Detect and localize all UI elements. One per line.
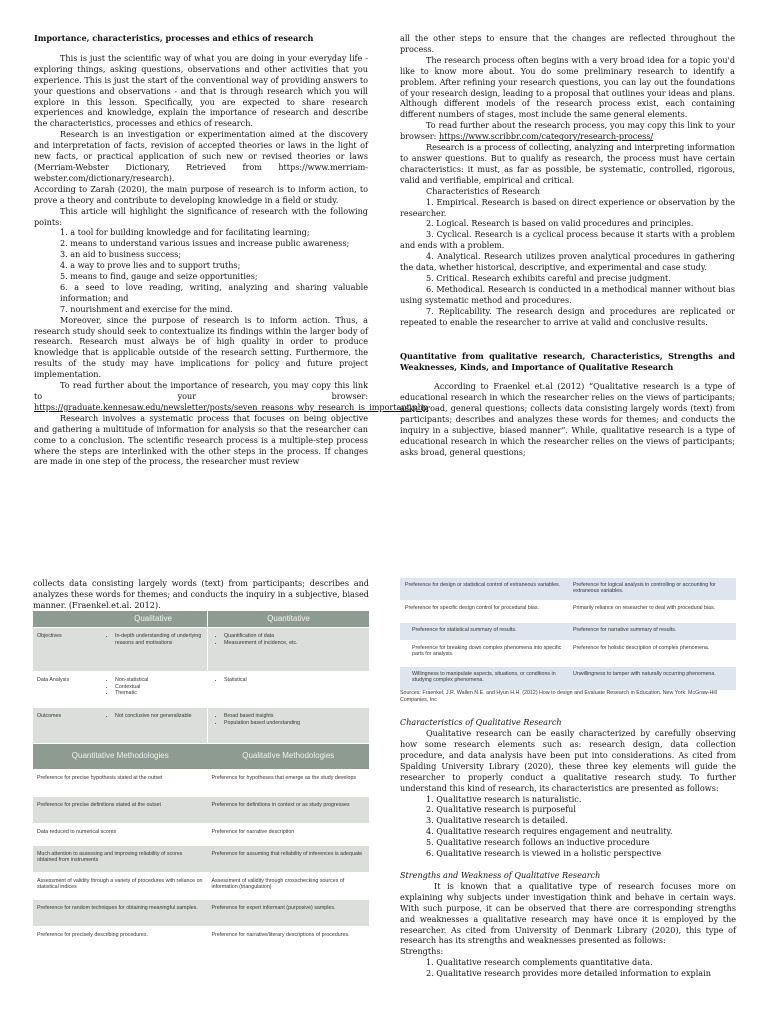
table-row <box>400 622 736 640</box>
paragraph: Research involves a systematic process that focuses on being objective and gathering a multitude of information for analysis so that the researcher can come to a conclusion. The scientific research process is a multiple-step process where the steps are interlinked with the other steps in the process. If changes are made in one step of the process, the researcher must review <box>34 412 368 467</box>
table-row <box>33 926 369 951</box>
paragraph: According to Zarah (2020), the main purpose of research is to inform action, to prove a theory and contribute to developing knowledge in a field or study. <box>34 183 368 205</box>
methodology-table-continued <box>400 578 736 691</box>
list-item: 6. a seed to love reading, writing, analyzing and sharing valuable information; and <box>60 281 368 303</box>
list-item: 7. nourishment and exercise for the mind. <box>60 303 233 314</box>
bullet-item: • Contextual <box>115 684 203 690</box>
page-4-text <box>400 690 736 979</box>
section-heading: Importance, characteristics, processes and ethics of research <box>34 33 314 43</box>
table-cell: Data reduced to numerical scores <box>33 823 208 845</box>
subheading: Strengths and Weakness of Qualitative Research <box>400 869 601 880</box>
list-item: 1. Qualitative research complements quantitative data. <box>426 957 653 968</box>
table-cell: Preference for specific design control for procedural bias. <box>400 600 568 622</box>
bullet-item: • Non-statistical <box>115 677 203 683</box>
importance-list <box>34 227 368 314</box>
list-item: 2. means to understand various issues and increase public awareness; <box>60 238 350 249</box>
table-cell: Much attention to assessing and improving reliability of scores obtained from instruments <box>33 845 208 872</box>
table-row <box>400 666 736 690</box>
table-row <box>33 796 369 823</box>
row-label: Data Analysis <box>33 672 99 708</box>
paragraph <box>400 120 735 142</box>
paragraph-text: To read further about the research process, you may copy this link to your browser: <box>400 120 735 142</box>
paragraph: Research is an investigation or experimentation aimed at the discovery and interpretation of facts, revision of accepted theories or laws in the light of new facts, or practical application of such new or revised theories or laws (Merriam-Webster Dictionary, Retrieved from https://www.merriam-webster.com/dictionary/research). <box>34 129 368 183</box>
table-row <box>33 845 369 872</box>
table-cell: Preference for statistical summary of results. <box>400 622 568 640</box>
table-cell: Preference for narrative description <box>208 823 370 845</box>
table-row <box>33 769 369 796</box>
table-cell <box>208 708 370 744</box>
bullet-item: • In-depth understanding of underlying reasons and motivations <box>115 633 203 646</box>
strengths-list <box>400 957 736 979</box>
table-cell: Preference for narrative summary of results. <box>568 622 736 640</box>
list-item: 6. Qualitative research is viewed in a holistic perspective <box>426 848 662 859</box>
table-cell: Preference for precise definitions stated at the outset <box>33 796 208 823</box>
list-item: 2. Qualitative research is purposeful <box>426 804 576 815</box>
header-cell: Quantitative <box>208 611 370 628</box>
table-cell: Preference for design or statistical control of extraneous variables. <box>400 578 568 600</box>
table-cell: Preference for narrative/literary descriptions of procedures. <box>208 926 370 951</box>
qualitative-characteristics-list <box>400 794 736 859</box>
header-cell: Quantitative Methodologies <box>33 744 208 769</box>
bullet-item: • Population based understanding <box>224 720 365 726</box>
paragraph: It is known that a qualitative type of research focuses more on explaining why subjects under investigation think and behave in certain ways. With such purpose, it can be observed that there are corresponding strengths and weaknesses a qualitative research may have once it is employed by the researcher. As cited from University of Denmark Library (2020), this type of research has its strengths and weaknesses presented as follows: <box>400 880 736 946</box>
list-item: 5. means to find, gauge and seize opportunities; <box>60 271 258 282</box>
paragraph: According to Fraenkel et.al (2012) “Qualitative research is a type of educational research in which the researcher relies on the views of participants; asks broad, general questions; collects data consisting largely words (text) from participants; describes and analyzes these words for themes; and conducts the inquiry in a subjective, biased manner”. While, qualitative research is a type of educational research in which the researcher relies on the views of participants; asks broad, general questions; <box>400 381 735 457</box>
bullet-item: • Not conclusive nor generalizable <box>115 713 203 719</box>
table-cell <box>99 628 208 672</box>
list-item: 4. Qualitative research requires engagement and neutrality. <box>426 826 673 837</box>
table-cell: Preference for hypotheses that emerge as the study develops <box>208 769 370 796</box>
list-item: 5. Critical. Research exhibits careful and precise judgment. <box>426 272 671 283</box>
table-cell: Preference for definitions in context or as study progresses <box>208 796 370 823</box>
subheading: Characteristics of Qualitative Research <box>400 717 562 728</box>
table-row <box>400 578 736 600</box>
bullet-item: • Broad based insights <box>224 713 365 719</box>
list-item: 2. Qualitative research provides more detailed information to explain <box>426 968 711 979</box>
paragraph: collects data consisting largely words (text) from participants; describes and analyzes these words for themes; and conducts the inquiry in a subjective, biased manner. (Fraenkel.et.al. 2012). <box>33 578 369 610</box>
characteristics-heading: Characteristics of Research <box>426 185 540 196</box>
list-item: 1. Empirical. Research is based on direct experience or observation by the researcher. <box>400 196 735 218</box>
header-cell: Qualitative Methodologies <box>208 744 370 769</box>
table-row <box>33 823 369 845</box>
table-source: Sources: Fraenkel, J.R. Wallen N.E. and Hyun H.H. (2012) How to design and Evaluate Research in Education. New York: McGraw-Hill Companies, Inc <box>400 690 717 703</box>
page-1-text <box>34 33 428 467</box>
table-cell: Primarily reliance on researcher to deal with procedural bias. <box>568 600 736 622</box>
table-row <box>33 899 369 926</box>
header-cell <box>33 611 99 628</box>
table-cell: Assessment of validity through crosschecking sources of information (triangulation) <box>208 872 370 899</box>
list-item: 4. a way to prove lies and to support truths; <box>60 260 241 271</box>
bullet-item: • Quantification of data <box>224 633 365 639</box>
page-3-text <box>33 578 369 611</box>
bullet-item: • Measurement of incidence, etc. <box>224 640 365 646</box>
table-row <box>33 628 369 672</box>
strengths-label: Strengths: <box>400 946 444 957</box>
list-item: 4. Analytical. Research utilizes proven analytical procedures in gathering the data, whether historical, descriptive, and experimental and case study. <box>400 251 735 273</box>
list-item: 7. Replicability. The research design and procedures are replicated or repeated to enable the researcher to arrive at valid and conclusive results. <box>400 305 735 327</box>
paragraph: Qualitative research can be easily characterized by carefully observing how some research elements such as: research design, data collection procedure, and data analysis have been put into considerations. As cited from Spalding University Library (2020), these three key elements will guide the researcher to properly conduct a qualitative research study. To further understand this kind of research, its characteristics are presented as follows: <box>400 728 736 793</box>
bullet-item: • Thematic <box>115 690 203 696</box>
paragraph <box>34 380 428 413</box>
list-item: 5. Qualitative research follows an inductive procedure <box>426 837 650 848</box>
table-cell: Preference for holistic description of complex phenomena. <box>568 640 736 666</box>
list-item: 3. Cyclical. Research is a cyclical process because it starts with a problem and ends with a problem. <box>400 229 735 251</box>
section-heading: Quantitative from qualitative research, Characteristics, Strengths and Weaknesses, Kinds, and Importance of Qualitative Research <box>400 351 735 373</box>
paragraph: Moreover, since the purpose of research is to inform action. Thus, a research study should seek to contextualize its findings within the larger body of research. Research must always be of high quality in order to produce knowledge that is applicable outside of the research setting. Furthermore, the results of the study may have implications for policy and future project implementation. <box>34 314 368 380</box>
table-cell: Preference for assuming that reliability of inferences is adequate <box>208 845 370 872</box>
importance-link[interactable]: https://graduate.kennesaw.edu/newsletter/posts/seven_reasons_why_research_is_important.php <box>34 401 428 412</box>
table-cell: Preference for precisely describing procedures. <box>33 926 208 951</box>
table-row <box>400 640 736 666</box>
paragraph: This article will highlight the significance of research with the following points: <box>34 205 368 227</box>
table-cell: Assessment of validity through a variety of procedures with reliance on statistical indices <box>33 872 208 899</box>
bullet-item: • Statistical <box>224 677 365 683</box>
comparison-table <box>33 611 369 952</box>
paragraph: all the other steps to ensure that the changes are reflected throughout the process. <box>400 33 735 54</box>
table-cell: Unwillingness to tamper with naturally occurring phenomena. <box>568 666 736 690</box>
paragraph: This is just the scientific way of what you are doing in your everyday life - exploring things, asking questions, observations and other activities that you experience. This is just the start of the conventional way of providing answers to your questions and observations - and that is through research which you will explore in this lesson. Specifically, you are expected to share research experiences and knowledge, explain the importance of research and describe the characteristics, processes and ethics of research. <box>34 52 368 129</box>
paragraph-text: To read further about the importance of research, you may copy this link to your browser: <box>34 380 368 401</box>
table-cell: Preference for random techniques for obtaining meaningful samples. <box>33 899 208 926</box>
table-cell: Willingness to manipulate aspects, situations, or conditions in studying complex phenomena. <box>400 666 568 690</box>
research-process-link[interactable]: https://www.scribbr.com/category/research-process/ <box>438 131 654 142</box>
list-item: 6. Methodical. Research is conducted in a methodical manner without bias using systematic method and procedures. <box>400 283 735 305</box>
table-cell: Preference for logical analysis in controlling or accounting for extraneous variables. <box>568 578 736 600</box>
page-2-text <box>400 33 735 458</box>
paragraph: The research process often begins with a very broad idea for a topic you'd like to know more about. You do some preliminary research to identify a problem. After refining your research questions, you can lay out the foundations of your research design, leading to a proposal that outlines your ideas and plans. Although different models of the research process exist, each containing different numbers of stages, most include the same general elements. <box>400 54 735 120</box>
list-item: 1. a tool for building knowledge and for facilitating learning; <box>60 227 310 238</box>
table-cell: Preference for expert informant (purposive) samples. <box>208 899 370 926</box>
table-cell <box>99 708 208 744</box>
table-row <box>33 872 369 899</box>
table-header <box>33 744 369 769</box>
row-label: Outcomes <box>33 708 99 744</box>
list-item: 3. an aid to business success; <box>60 249 182 260</box>
list-item: 3. Qualitative research is detailed. <box>426 815 568 826</box>
table-cell <box>208 672 370 708</box>
table-row <box>33 708 369 744</box>
table-cell: Preference for precise hypothesis stated at the outset <box>33 769 208 796</box>
table-cell: Preference for breaking down complex phenomena into specific parts for analysis. <box>400 640 568 666</box>
list-item: 1. Qualitative research is naturalistic. <box>426 793 582 804</box>
header-cell: Qualitative <box>99 611 208 628</box>
table-row <box>33 672 369 708</box>
list-item: 2. Logical. Research is based on valid procedures and principles. <box>426 218 694 229</box>
table-row <box>400 600 736 622</box>
table-cell <box>99 672 208 708</box>
paragraph: Research is a process of collecting, analyzing and interpreting information to answer questions. But to qualify as research, the process must have certain characteristics: it must, as far as possible, be systematic, controlled, rigorous, valid and verifiable, empirical and critical. <box>400 142 735 185</box>
table-cell <box>208 628 370 672</box>
table-header <box>33 611 369 628</box>
row-label: Objectives <box>33 628 99 672</box>
